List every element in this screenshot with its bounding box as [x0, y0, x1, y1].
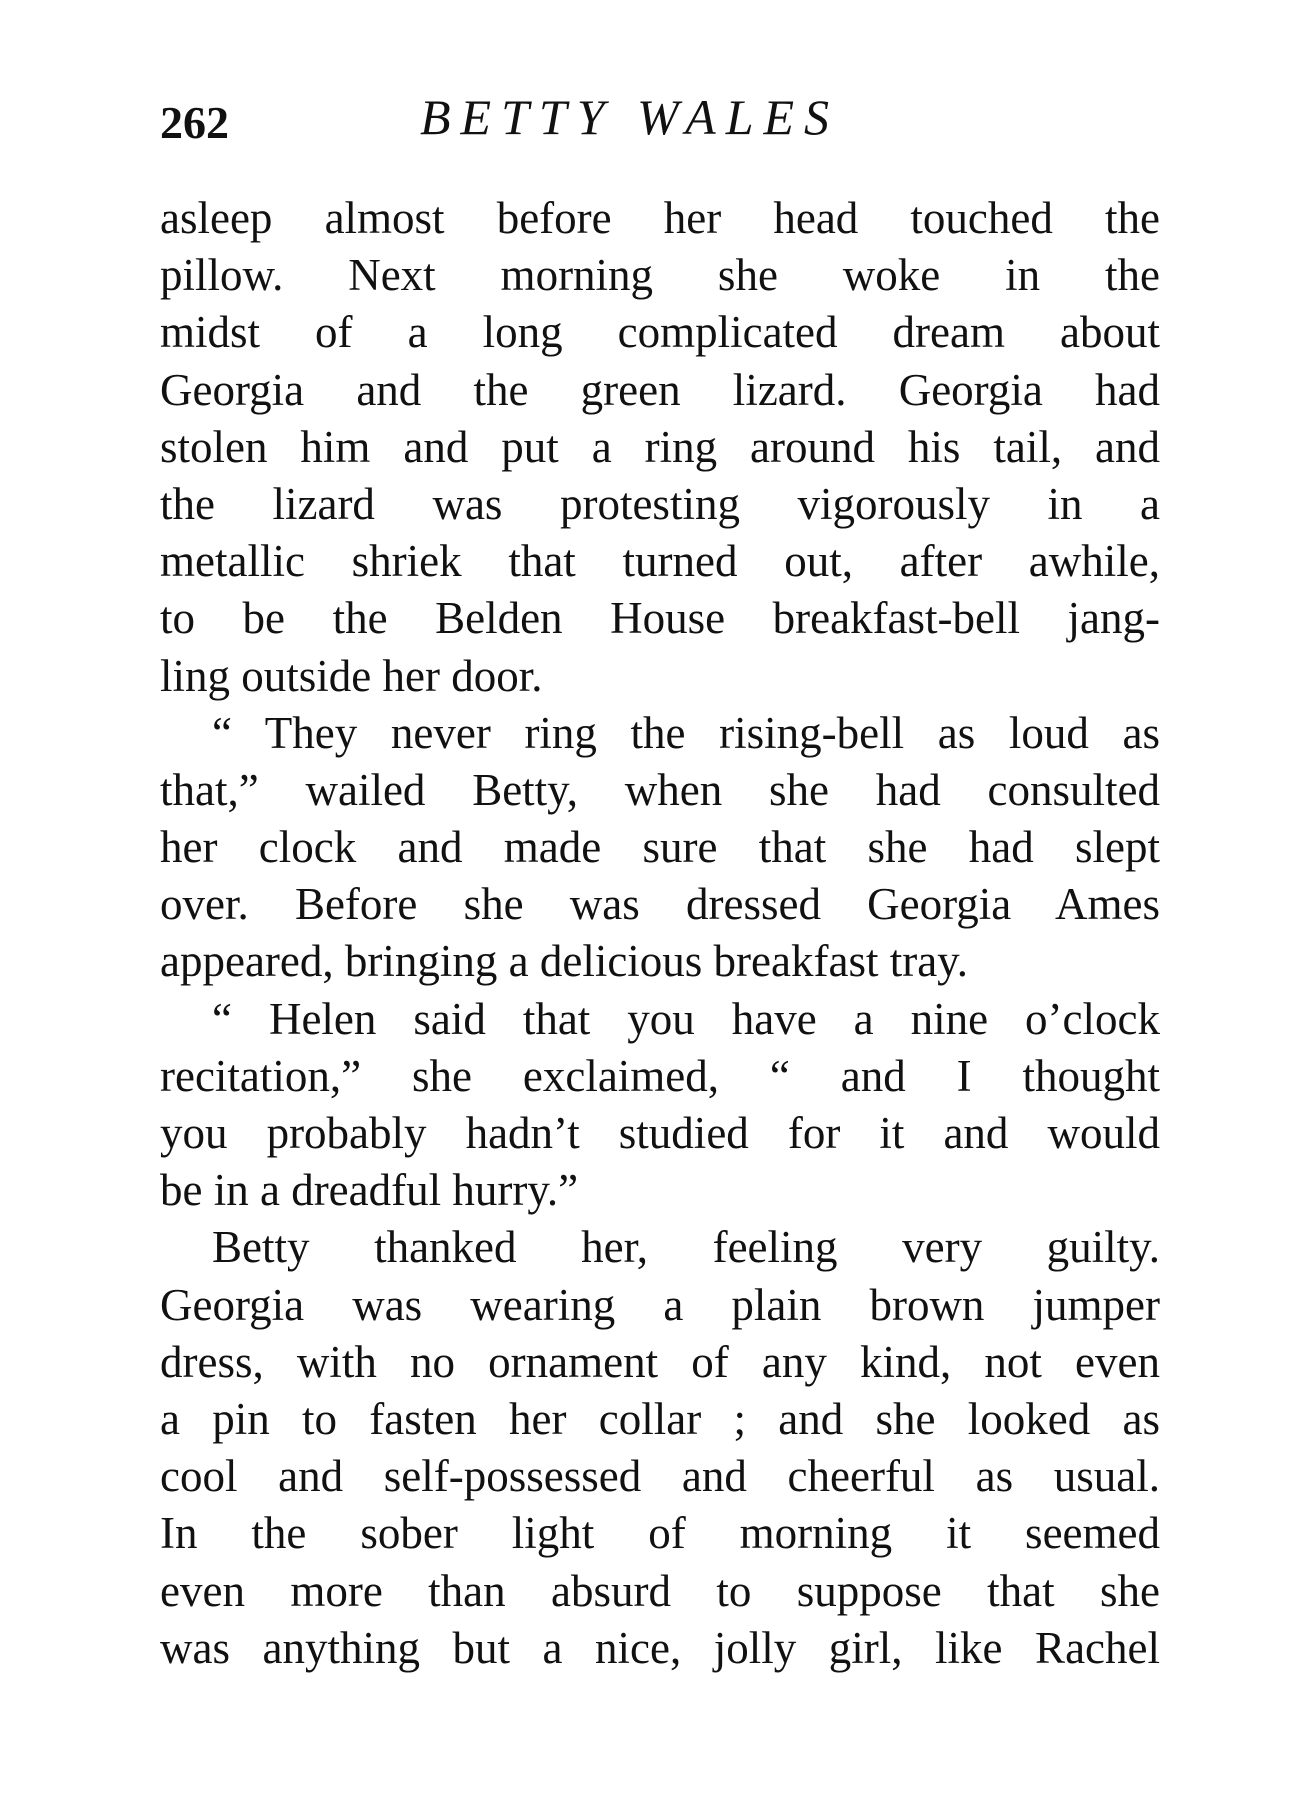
text-line: cool and self-possessed and cheerful as usual. — [160, 1451, 1160, 1502]
body-text — [160, 190, 1160, 1677]
text-line: to be the Belden House breakfast-bell jang- — [160, 593, 1160, 644]
text-line: the lizard was protesting vigorously in a — [160, 478, 1160, 529]
text-line: was anything but a nice, jolly girl, like Rachel — [160, 1622, 1160, 1673]
text-line: Georgia was wearing a plain brown jumper — [160, 1279, 1160, 1330]
text-line: midst of a long complicated dream about — [160, 307, 1160, 358]
text-line: “ They never ring the rising-bell as loud as — [212, 707, 1160, 758]
text-line: Betty thanked her, feeling very guilty. — [212, 1222, 1160, 1273]
text-line: ling outside her door. — [160, 650, 543, 701]
text-line: stolen him and put a ring around his tail, and — [160, 421, 1160, 472]
text-line: that,” wailed Betty, when she had consulted — [160, 764, 1160, 815]
text-line: you probably hadn’t studied for it and would — [160, 1108, 1160, 1158]
page-number: 262 — [160, 97, 229, 148]
text-line: asleep almost before her head touched the — [160, 193, 1160, 243]
page-header — [160, 88, 1160, 158]
text-line: appeared, bringing a delicious breakfast tray. — [160, 936, 969, 987]
text-line: be in a dreadful hurry.” — [160, 1165, 579, 1216]
text-line: dress, with no ornament of any kind, not even — [160, 1336, 1160, 1387]
text-line: Georgia and the green lizard. Georgia had — [160, 364, 1160, 415]
text-line: pillow. Next morning she woke in the — [160, 250, 1160, 301]
text-line: recitation,” she exclaimed, “ and I thought — [160, 1050, 1160, 1101]
text-line: even more than absurd to suppose that she — [160, 1565, 1160, 1616]
text-line: “ Helen said that you have a nine o’clock — [212, 993, 1160, 1044]
text-line: metallic shriek that turned out, after awhile, — [160, 536, 1160, 587]
text-line: In the sober light of morning it seemed — [160, 1508, 1160, 1559]
text-line: a pin to fasten her collar ; and she looked as — [160, 1393, 1160, 1444]
running-title: BETTY WALES — [420, 89, 840, 145]
text-line: her clock and made sure that she had slept — [160, 822, 1160, 873]
text-line: over. Before she was dressed Georgia Ames — [160, 879, 1160, 930]
